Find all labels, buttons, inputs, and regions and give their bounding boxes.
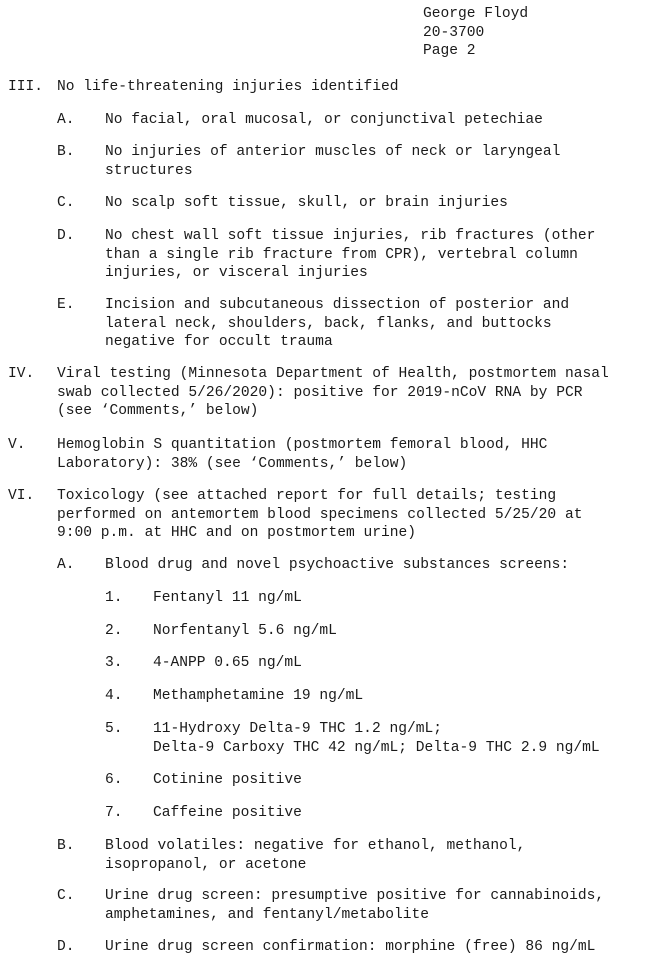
item-number: 2.	[105, 623, 123, 639]
header-name: George Floyd	[423, 6, 529, 22]
item-text: No injuries of anterior muscles of neck or laryngeal structures	[105, 144, 561, 179]
item-text: Caffeine positive	[153, 805, 302, 821]
item-text: 4-ANPP 0.65 ng/mL	[153, 655, 302, 671]
item-text: Toxicology (see attached report for full details; testing performed on antemortem blood specimens collected 5/25/20 at 9:00 p.m. at HHC and on postmortem urine)	[57, 488, 583, 541]
item-text: Blood volatiles: negative for ethanol, methanol, isopropanol, or acetone	[105, 838, 526, 873]
item-text: No facial, oral mucosal, or conjunctival petechiae	[105, 112, 543, 128]
item-number: C.	[57, 888, 75, 904]
item-text: Viral testing (Minnesota Department of Health, postmortem nasal swab collected 5/26/2020): positive for 2019-nCoV RNA by PCR (see ‘Comments,’ below)	[57, 366, 609, 419]
item-text: Urine drug screen: presumptive positive for cannabinoids, amphetamines, and fentanyl/metabolite	[105, 888, 605, 923]
item-number: 1.	[105, 590, 123, 606]
item-number: B.	[57, 838, 75, 854]
item-text: Cotinine positive	[153, 772, 302, 788]
item-number: V.	[8, 437, 26, 453]
item-number: B.	[57, 144, 75, 160]
item-number: VI.	[8, 488, 35, 504]
item-number: 4.	[105, 688, 123, 704]
item-text: Fentanyl 11 ng/mL	[153, 590, 302, 606]
item-text: Norfentanyl 5.6 ng/mL	[153, 623, 337, 639]
item-number: A.	[57, 112, 75, 128]
header-page-number: Page 2	[423, 43, 476, 59]
item-number: D.	[57, 939, 75, 955]
item-number: D.	[57, 228, 75, 244]
item-text: Blood drug and novel psychoactive substances screens:	[105, 557, 570, 573]
item-number: E.	[57, 297, 75, 313]
item-text: Urine drug screen confirmation: morphine (free) 86 ng/mL	[105, 939, 596, 955]
item-text: Methamphetamine 19 ng/mL	[153, 688, 364, 704]
item-text: No scalp soft tissue, skull, or brain injuries	[105, 195, 508, 211]
item-number: C.	[57, 195, 75, 211]
item-text: No life-threatening injuries identified	[57, 79, 399, 95]
item-number: 5.	[105, 721, 123, 737]
item-text: No chest wall soft tissue injuries, rib fractures (other than a single rib fracture from CPR), vertebral column injuries, or visceral injuries	[105, 228, 596, 281]
item-text: Incision and subcutaneous dissection of posterior and lateral neck, shoulders, back, flanks, and buttocks negative for occult trauma	[105, 297, 570, 350]
item-number: 3.	[105, 655, 123, 671]
page-header	[423, 5, 528, 61]
item-number: 6.	[105, 772, 123, 788]
header-case-number: 20-3700	[423, 24, 485, 41]
item-number: A.	[57, 557, 75, 573]
item-text: Hemoglobin S quantitation (postmortem femoral blood, HHC Laboratory): 38% (see ‘Comments,’ below)	[57, 437, 548, 472]
item-text: 11-Hydroxy Delta-9 THC 1.2 ng/mL; Delta-9 Carboxy THC 42 ng/mL; Delta-9 THC 2.9 ng/mL	[153, 721, 600, 756]
item-number: IV.	[8, 366, 35, 382]
item-number: 7.	[105, 805, 123, 821]
item-number: III.	[8, 79, 44, 95]
